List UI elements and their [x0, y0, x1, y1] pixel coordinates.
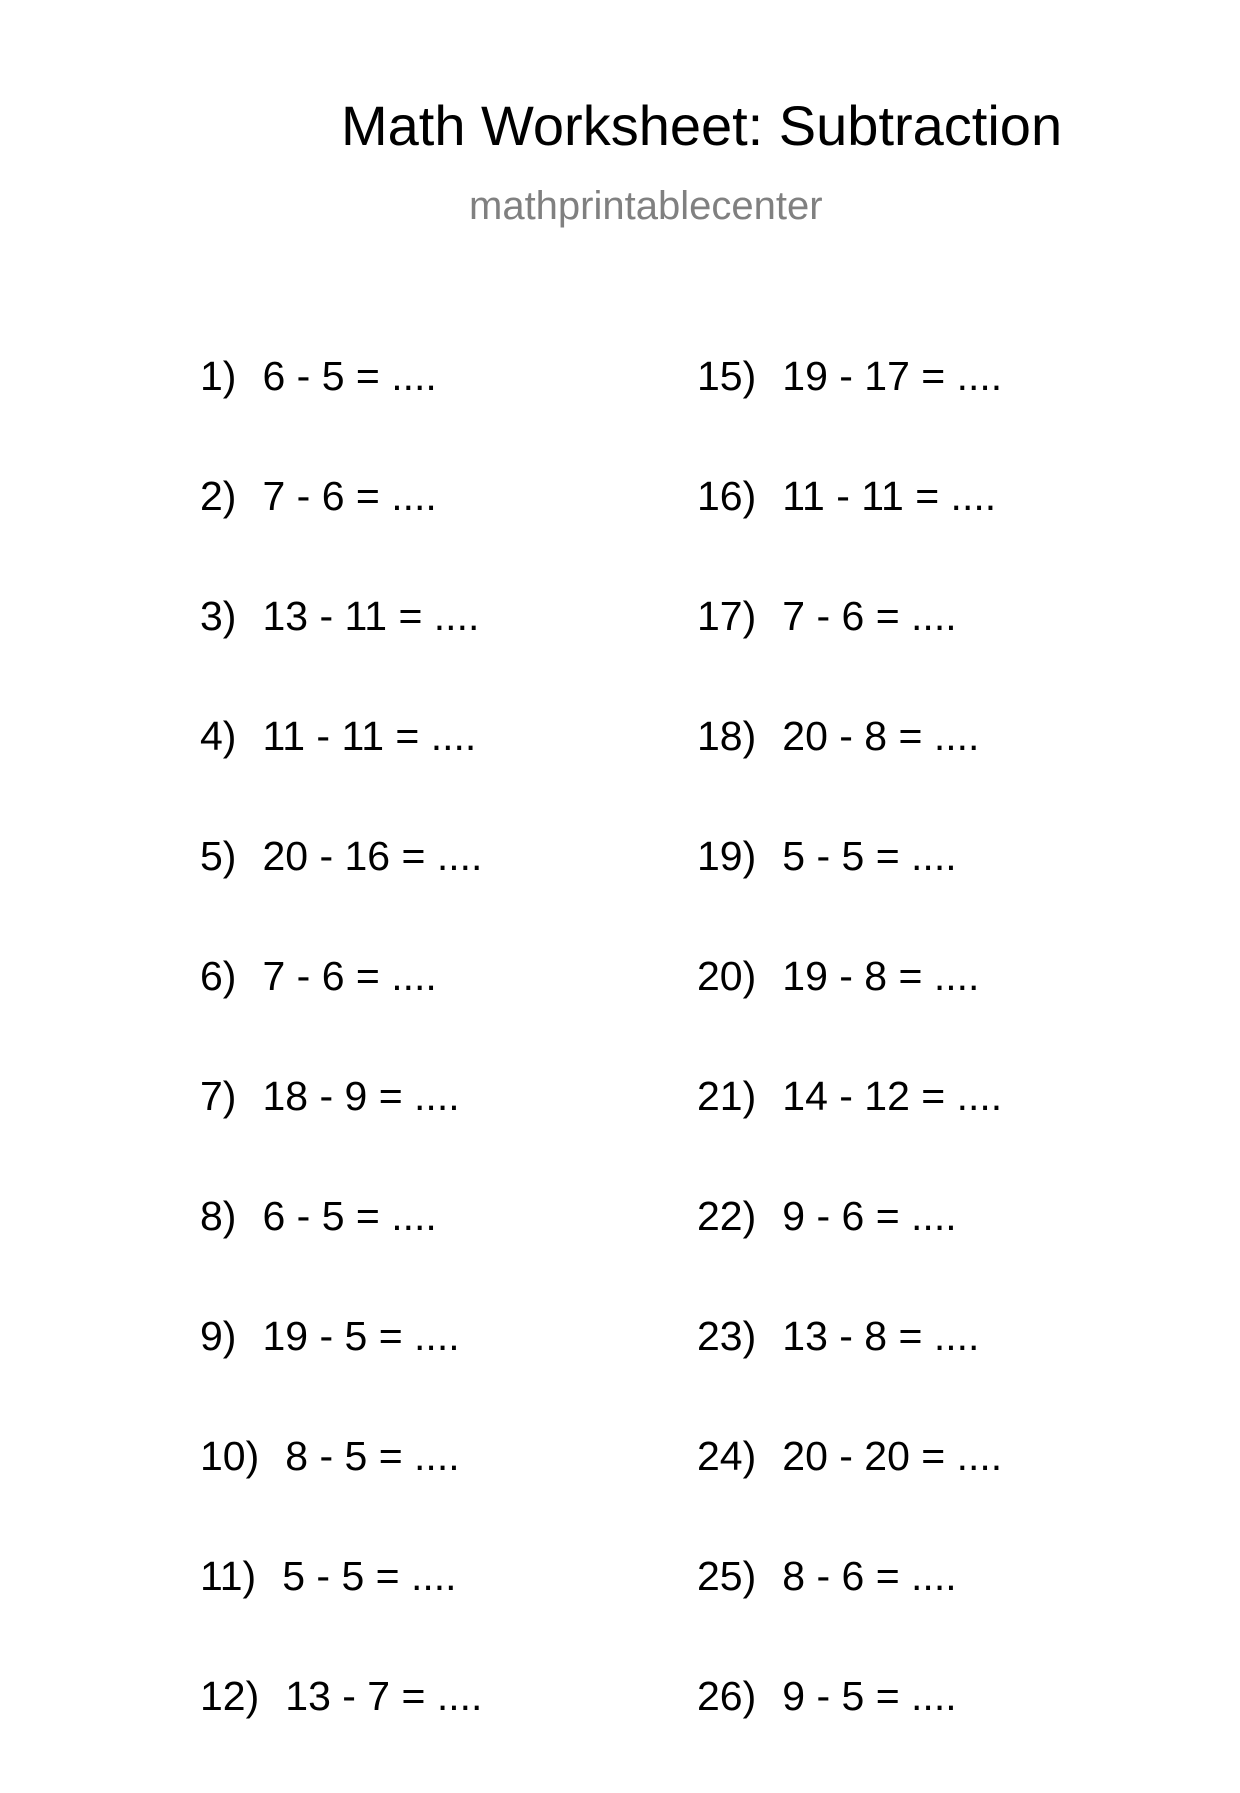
problem-expression: 8 - 5 = .... — [285, 1433, 460, 1479]
problem-expression: 20 - 8 = .... — [782, 713, 980, 759]
problem-number: 19) — [697, 833, 757, 879]
problem-number: 24) — [697, 1433, 757, 1479]
problem-column-left — [200, 353, 482, 1793]
problem-number: 6) — [200, 953, 237, 999]
problem-item — [697, 473, 1002, 593]
problem-expression: 13 - 11 = .... — [262, 593, 480, 639]
problem-number: 2) — [200, 473, 237, 519]
problem-item — [697, 1553, 1002, 1673]
problem-item — [200, 473, 482, 593]
problem-item — [200, 833, 482, 953]
problem-number: 16) — [697, 473, 757, 519]
problem-number: 25) — [697, 1553, 757, 1599]
problem-number: 21) — [697, 1073, 757, 1119]
problem-expression: 7 - 6 = .... — [262, 953, 437, 999]
problem-expression: 20 - 16 = .... — [262, 833, 483, 879]
problem-expression: 13 - 8 = .... — [782, 1313, 980, 1359]
problem-item — [200, 1433, 482, 1553]
problem-item — [200, 1073, 482, 1193]
problem-expression: 7 - 6 = .... — [262, 473, 437, 519]
problem-expression: 8 - 6 = .... — [782, 1553, 957, 1599]
problem-item — [697, 353, 1002, 473]
problem-number: 20) — [697, 953, 757, 999]
problem-item — [697, 1673, 1002, 1793]
page-subtitle: mathprintablecenter — [469, 184, 823, 228]
problem-item — [697, 953, 1002, 1073]
problem-expression: 7 - 6 = .... — [782, 593, 957, 639]
problem-number: 26) — [697, 1673, 757, 1719]
problem-expression: 6 - 5 = .... — [262, 353, 437, 399]
problem-expression: 9 - 6 = .... — [782, 1193, 957, 1239]
problem-expression: 13 - 7 = .... — [285, 1673, 483, 1719]
problem-item — [697, 1313, 1002, 1433]
problem-item — [200, 593, 482, 713]
problem-number: 12) — [200, 1673, 260, 1719]
problem-number: 23) — [697, 1313, 757, 1359]
problem-number: 11) — [200, 1553, 257, 1599]
problem-expression: 19 - 17 = .... — [782, 353, 1003, 399]
problem-number: 7) — [200, 1073, 237, 1119]
problem-expression: 11 - 11 = .... — [262, 713, 477, 759]
problem-expression: 19 - 8 = .... — [782, 953, 980, 999]
problem-expression: 11 - 11 = .... — [782, 473, 997, 519]
problem-item — [200, 953, 482, 1073]
problem-expression: 5 - 5 = .... — [282, 1553, 457, 1599]
problem-number: 1) — [200, 353, 237, 399]
problem-expression: 14 - 12 = .... — [782, 1073, 1003, 1119]
problem-item — [200, 713, 482, 833]
problem-number: 15) — [697, 353, 757, 399]
problem-number: 8) — [200, 1193, 237, 1239]
problem-item — [697, 833, 1002, 953]
problem-expression: 5 - 5 = .... — [782, 833, 957, 879]
problem-expression: 9 - 5 = .... — [782, 1673, 957, 1719]
problem-number: 4) — [200, 713, 237, 759]
problem-expression: 6 - 5 = .... — [262, 1193, 437, 1239]
problem-item — [200, 353, 482, 473]
problem-item — [200, 1673, 482, 1793]
problem-number: 9) — [200, 1313, 237, 1359]
problem-item — [697, 1073, 1002, 1193]
problem-item — [697, 1433, 1002, 1553]
problem-number: 18) — [697, 713, 757, 759]
problem-number: 3) — [200, 593, 237, 639]
problem-number: 17) — [697, 593, 757, 639]
problem-number: 22) — [697, 1193, 757, 1239]
problem-item — [697, 593, 1002, 713]
problem-item — [697, 1193, 1002, 1313]
problem-number: 5) — [200, 833, 237, 879]
problem-expression: 19 - 5 = .... — [262, 1313, 460, 1359]
problem-item — [200, 1553, 482, 1673]
problem-number: 10) — [200, 1433, 260, 1479]
problem-expression: 20 - 20 = .... — [782, 1433, 1003, 1479]
page-title: Math Worksheet: Subtraction — [341, 94, 1063, 157]
problem-item — [200, 1193, 482, 1313]
problem-column-right — [697, 353, 1002, 1793]
problem-expression: 18 - 9 = .... — [262, 1073, 460, 1119]
problem-item — [200, 1313, 482, 1433]
problem-item — [697, 713, 1002, 833]
